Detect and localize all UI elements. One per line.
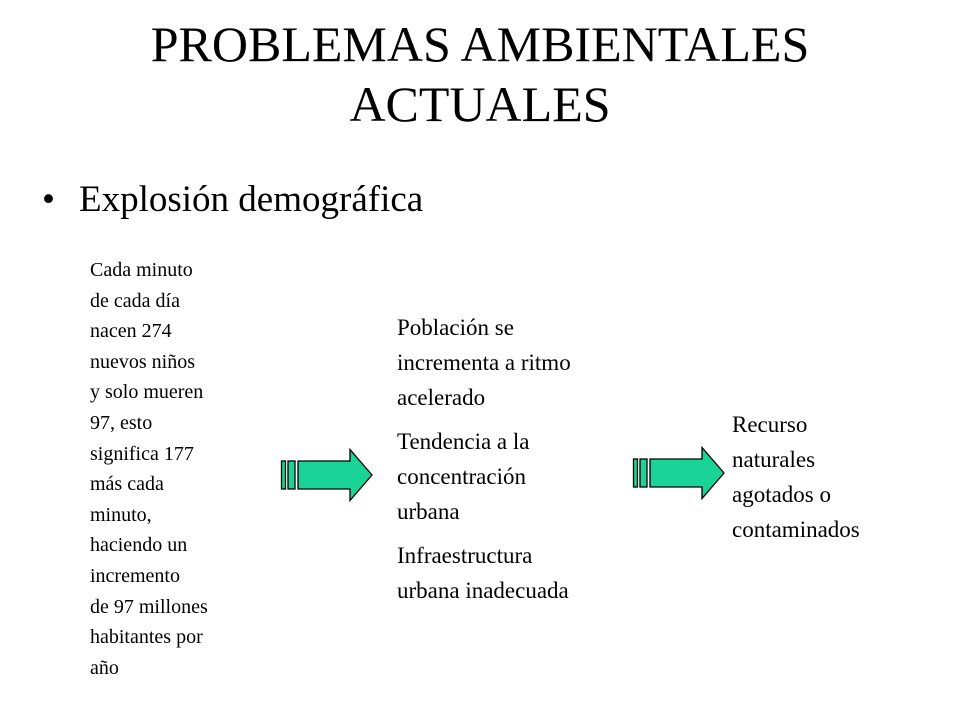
text-line: habitantes por <box>90 626 203 649</box>
text-line: incrementa a ritmo <box>397 350 571 375</box>
title-line: PROBLEMAS AMBIENTALES <box>150 16 810 72</box>
text-line: agotados o <box>732 482 832 507</box>
text-line: Infraestructura <box>397 543 533 568</box>
text-line: nuevos niños <box>90 350 195 373</box>
bullet-dot-icon: • <box>42 179 55 220</box>
outcome-text-block <box>732 407 932 547</box>
text-line: acelerado <box>397 385 486 410</box>
bullet-item <box>42 176 423 224</box>
text-line: Tendencia a la <box>397 429 530 454</box>
text-line: significa 177 <box>90 442 194 465</box>
text-line: Población se <box>397 315 514 340</box>
text-line: más cada <box>90 473 164 496</box>
text-line: naturales <box>732 447 816 472</box>
title-line: ACTUALES <box>349 76 611 132</box>
striped-right-arrow-icon <box>280 448 375 502</box>
text-line: minuto, <box>90 503 152 526</box>
paragraph <box>397 310 657 415</box>
text-line: 97, esto <box>90 411 153 434</box>
text-line: urbana inadecuada <box>397 578 569 603</box>
text-line: de cada día <box>90 289 180 312</box>
text-line: haciendo un <box>90 534 188 557</box>
striped-right-arrow-icon <box>632 446 727 500</box>
paragraph <box>397 424 657 529</box>
consequences-text-block <box>397 310 657 617</box>
text-line: incremento <box>90 564 180 587</box>
text-line: de 97 millones <box>90 595 208 618</box>
text-line: nacen 274 <box>90 320 172 343</box>
bullet-text: Explosión demográfica <box>79 179 424 220</box>
text-line: concentración <box>397 464 526 489</box>
slide-title <box>40 14 920 134</box>
text-line: contaminados <box>732 517 860 542</box>
text-line: año <box>90 656 119 679</box>
text-line: y solo mueren <box>90 381 204 404</box>
text-line: Recurso <box>732 412 808 437</box>
statistics-text-block <box>90 255 270 683</box>
text-line: urbana <box>397 499 460 524</box>
text-line: Cada minuto <box>90 259 193 281</box>
paragraph <box>397 538 657 608</box>
